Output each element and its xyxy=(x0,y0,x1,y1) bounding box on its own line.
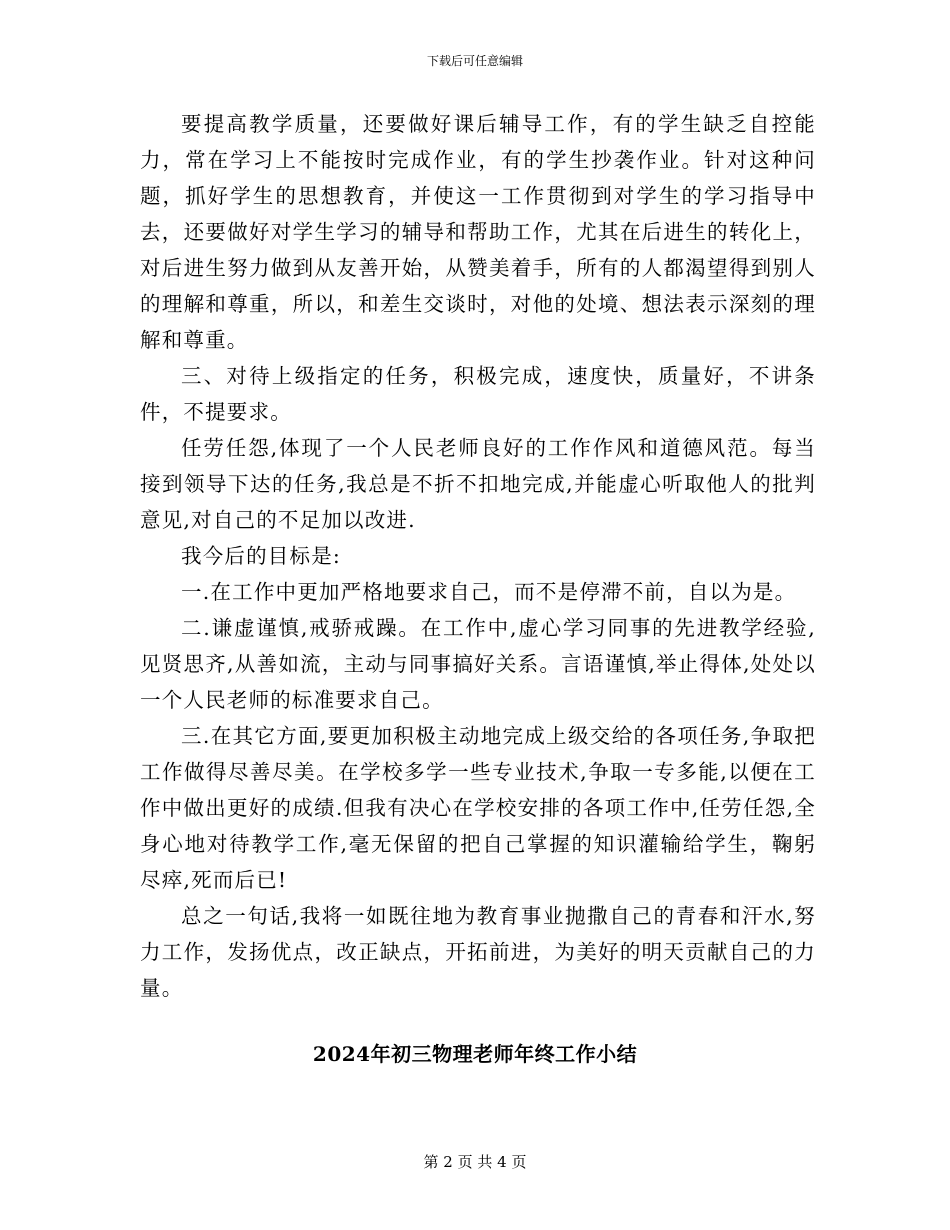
paragraph-point-three-tasks: 三、对待上级指定的任务，积极完成，速度快，质量好，不讲条件，不提要求。 xyxy=(140,364,816,424)
paragraph-goal-three: 三.在其它方面,要更加积极主动地完成上级交给的各项任务,争取把工作做得尽善尽美。在学校多学一些专业技术,争取一专多能,以便在工作中做出更好的成绩.但我有决心在学校安排的各项工作中,任劳任怨,全身心地对待教学工作,毫无保留的把自己掌握的知识灌输给学生，鞠躬尽瘁,死而后已! xyxy=(140,724,816,892)
section-title: 2024年初三物理老师年终工作小结 xyxy=(312,1042,638,1066)
paragraph-work-ethic: 任劳任怨,体现了一个人民老师良好的工作作风和道德风范。每当接到领导下达的任务,我总是不折不扣地完成,并能虚心听取他人的批判意见,对自己的不足加以改进. xyxy=(140,436,816,532)
paragraph-goals-intro: 我今后的目标是: xyxy=(181,544,342,568)
document-body xyxy=(140,106,816,1006)
paragraph-goal-one: 一.在工作中更加严格地要求自己，而不是停滞不前，自以为是。 xyxy=(181,580,797,604)
page-footer-number: 第 2 页 共 4 页 xyxy=(423,1153,527,1171)
paragraph-tutoring: 要提高教学质量，还要做好课后辅导工作，有的学生缺乏自控能力，常在学习上不能按时完成作业，有的学生抄袭作业。针对这种问题，抓好学生的思想教育，并使这一工作贯彻到对学生的学习指导中去，还要做好对学生学习的辅导和帮助工作，尤其在后进生的转化上，对后进生努力做到从友善开始，从赞美着手，所有的人都渴望得到别人的理解和尊重，所以，和差生交谈时，对他的处境、想法表示深刻的理解和尊重。 xyxy=(140,112,816,352)
paragraph-goal-two: 二.谦虚谨慎,戒骄戒躁。在工作中,虚心学习同事的先进教学经验,见贤思齐,从善如流，主动与同事搞好关系。言语谨慎,举止得体,处处以一个人民老师的标准要求自己。 xyxy=(140,616,816,712)
page-header-note: 下载后可任意编辑 xyxy=(426,54,523,68)
paragraph-conclusion: 总之一句话,我将一如既往地为教育事业抛撒自己的青春和汗水,努力工作，发扬优点，改正缺点，开拓前进，为美好的明天贡献自己的力量。 xyxy=(140,904,816,1000)
